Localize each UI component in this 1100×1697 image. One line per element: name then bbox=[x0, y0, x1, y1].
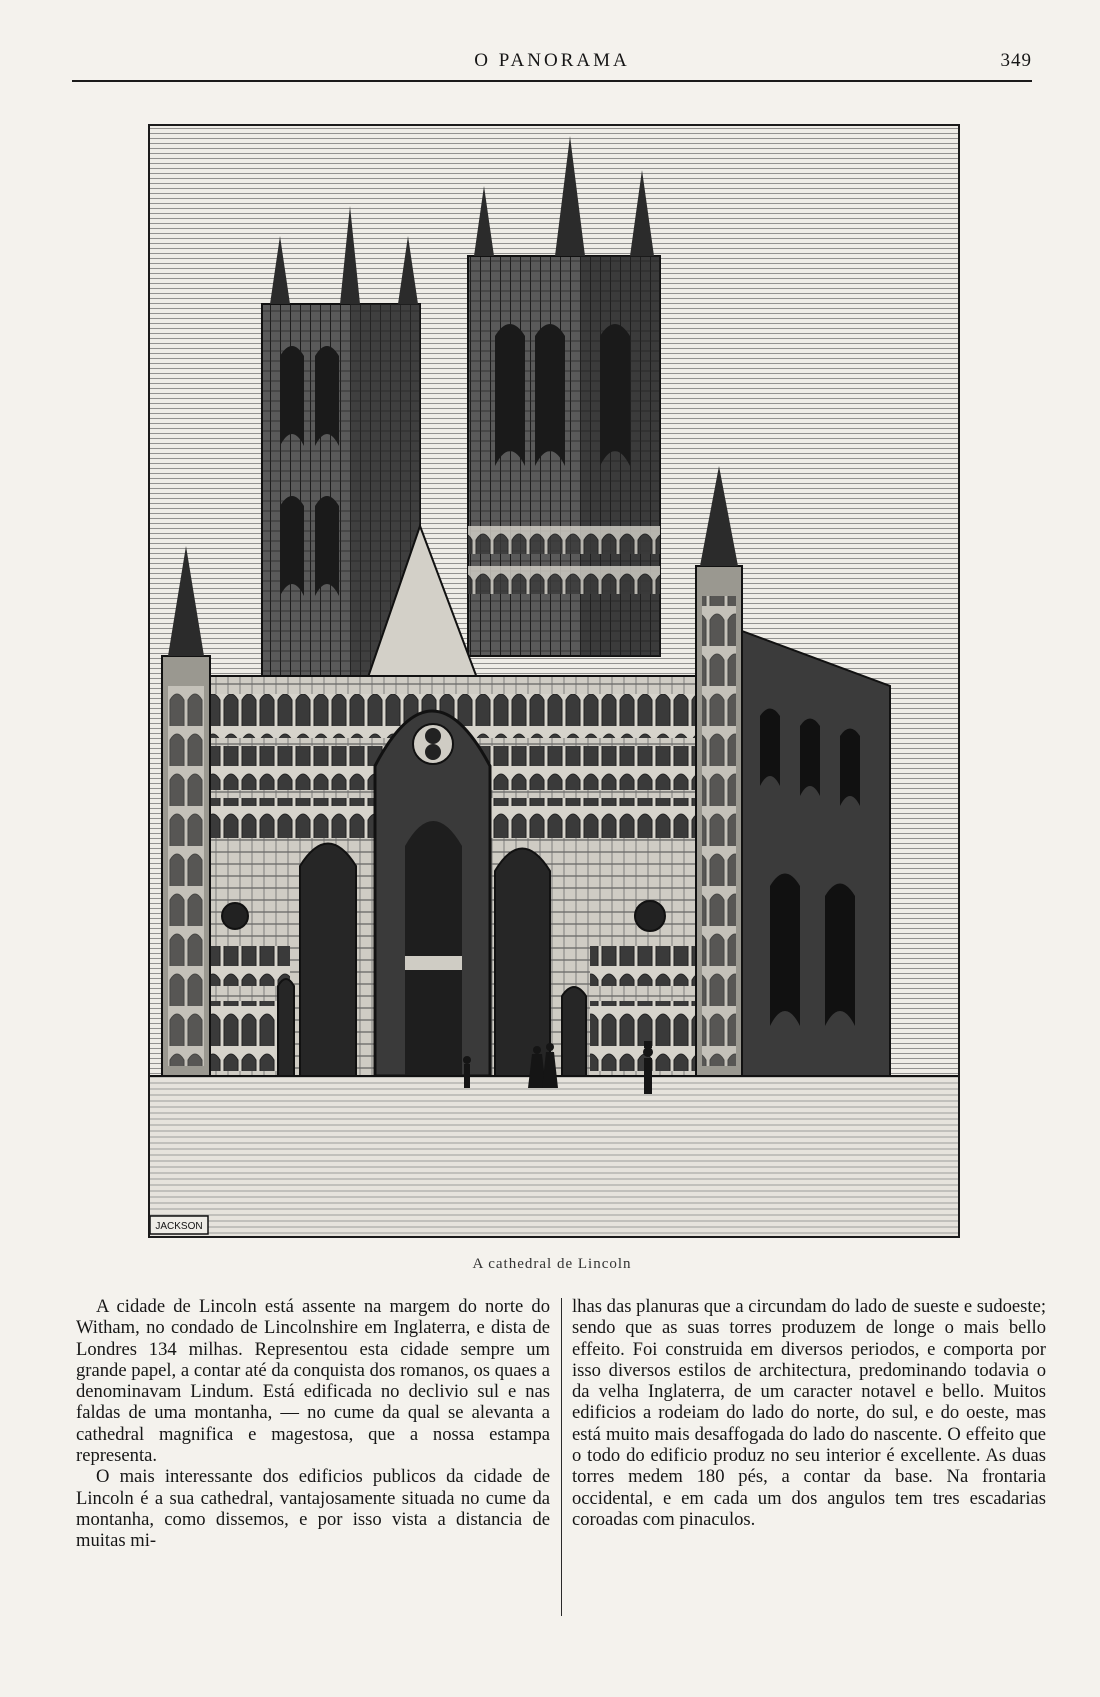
paragraph: O mais interessante dos edificios publicos da cidade de Lincoln é a sua cathedral, vantajosamente situada no cume da montanha, como dissemos, e por isso vista a distancia de muitas mi- bbox=[76, 1466, 550, 1552]
engraver-signature: JACKSON bbox=[155, 1221, 203, 1232]
article-body bbox=[76, 1296, 1046, 1626]
central-arch bbox=[375, 711, 490, 1076]
nave-side bbox=[742, 631, 890, 1086]
publication-title: O PANORAMA bbox=[474, 50, 630, 71]
header-rule bbox=[72, 80, 1032, 82]
page-header bbox=[72, 46, 1032, 86]
paragraph: lhas das planuras que a circundam do lado de sueste e sudoeste; sendo que as suas torres produzem de longe o mais bello effeito. Foi construida em diversos periodos, e comporta por isso diversos estilos de architectura, predominando todavia o da velha Inglaterra, de um caracter notavel e bello. Muitos edificios a rodeiam do lado do norte, do sul, e do oeste, mas está muito mais desaffogada do lado do nascente. O effeito que o todo do edificio produz no seu interior é excellente. As duas torres medem 180 pés, a contar da base. Na frontaria occidental, e em cada um dos angulos tem tres escadarias coroadas com pinaculos. bbox=[572, 1296, 1046, 1530]
right-turret bbox=[696, 466, 742, 1086]
paragraph: A cidade de Lincoln está assente na margem do norte do Witham, no condado de Lincolnshire em Inglaterra, e dista de Londres 134 milhas. Representou esta cidade sempre um grande papel, a contar até da conquista dos romanos, os quaes a denominavam Lindum. Está edificada no declivio sul e nas faldas de uma montanha, — no cume da qual se alevanta a cathedral magnifica e magestosa, que a nossa estampa representa. bbox=[76, 1296, 550, 1467]
figure-caption: A cathedral de Lincoln bbox=[472, 1256, 632, 1272]
article-column-right bbox=[572, 1296, 1046, 1530]
cathedral-engraving bbox=[148, 124, 960, 1238]
rose-window-left bbox=[222, 903, 248, 929]
article-column-left bbox=[76, 1296, 550, 1552]
rose-window-right bbox=[635, 901, 665, 931]
cathedral-close-ground bbox=[150, 1076, 958, 1236]
page-number: 349 bbox=[1000, 50, 1032, 71]
column-divider bbox=[561, 1298, 562, 1616]
